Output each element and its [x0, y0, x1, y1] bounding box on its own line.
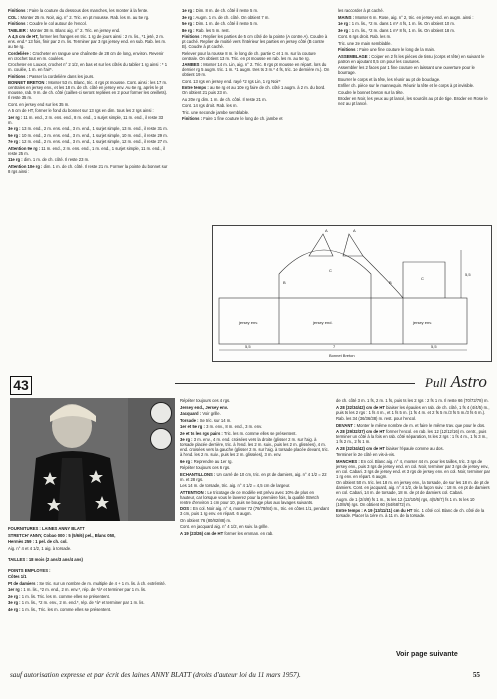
paragraph-text: former l'encol. en rab. les 12 (12/12/16) m. centr., puis terminer un côté à la fois en rab. côté séparation, ts les 2 rgs : 1 fs 4 m., 1 fs 3 m., 1 fs 2 m., 2 fs 1 m. — [336, 429, 488, 444]
paragraph-text: Replier les parties de 5 cm côté de la pointe (A contre A). Coudre à pt caché. Replier de moitié vers l'intérieur les parties en jersey côté (B contre B). Coudre à pt caché. — [182, 34, 328, 49]
paragraph — [338, 90, 490, 95]
paragraph — [338, 47, 490, 52]
paragraph-text: Monter 25 m. Noir, aig. n° 2. Tric. en pt mousse. Rab. les m. au 5e rg. — [20, 14, 150, 20]
label-jersey-mid: jersey end. — [313, 320, 333, 325]
label-b2: B — [389, 280, 392, 285]
paragraph-heading: A 4,5 cm de HT, — [8, 34, 39, 39]
points-title: POINTS EMPLOYES : — [8, 567, 51, 573]
paragraph — [336, 452, 490, 457]
paragraph-heading: 1er et 5e rg : — [180, 424, 205, 429]
paragraph-text: En col. Noir aig. n° 4, monter 72 (76/78/84) m., tric. en côtes 1/1, pendant 3 cm, puis 1 rg env. en répart. 6 augm. — [180, 506, 329, 516]
paragraph — [180, 472, 330, 482]
paragraph — [180, 431, 330, 436]
paragraph-text: dim. 1 m. de ch. côté. Il reste 23 m. — [23, 157, 90, 162]
paragraph-text: 1 m. lis., *2 m. dans 1 m* 8 fs, 1 m. lis. On obtient 18 m. — [351, 27, 456, 33]
paragraph-heading: DEVANT : — [336, 422, 356, 428]
paragraph-text: Cont. 14 rgs droit. Rab. les m. — [182, 103, 238, 108]
paragraph — [8, 115, 168, 125]
paragraph-text: 3 m. env., 8 m. end., 3 m. env. — [206, 424, 263, 429]
paragraph-text: 1 m. lis. Tric. les m. comme elles se présentent. — [21, 593, 110, 599]
paragraph-text: Dim. 8 m. de ch. côté il reste 5 m. — [195, 8, 259, 13]
brand-badge-bottom — [150, 428, 172, 450]
paragraph-heading: ECHANTILLONS : — [180, 471, 216, 477]
paragraph — [180, 411, 330, 416]
paragraph-heading: Entre temps : — [182, 85, 209, 90]
label-jersey-right: jersey env. — [413, 320, 433, 325]
paragraph — [180, 518, 330, 523]
paragraph — [336, 459, 490, 479]
paragraph — [336, 423, 490, 428]
paragraph-heading: Finitions : — [182, 116, 203, 121]
paragraph — [182, 110, 330, 115]
paragraph-text: Coudre le bonnet breton sur la tête. — [338, 89, 404, 95]
paragraph-heading: Côtes 1/1 — [8, 574, 27, 579]
paragraph-text: Monter 38 m. Blanc aig. n° 2. Tric. en jersey end. — [29, 27, 121, 33]
paragraph-heading: 2e et ts les rgs pairs : — [180, 430, 223, 436]
next-page-link[interactable]: Voir page suivante — [396, 651, 458, 658]
paragraph-text: Les 14 m. de torsade, tric. aig. n° 4 1/2 = 4,5 cm de largeur. — [180, 483, 291, 488]
paragraph-text: Reprendre au 1er rg. — [193, 458, 233, 464]
paragraph-text: les raccorder à pt caché. — [338, 8, 384, 13]
paragraph — [180, 465, 330, 470]
paragraph — [338, 21, 490, 26]
paragraph-text: Faire la couture du dessous des manches, les monter à la fente. — [29, 8, 149, 13]
paragraph-text: Se tric. sur un nombre de m. multiple de 4 + 1 m. lis. à ch. extrémité. — [39, 580, 166, 586]
paragraph-text: Coiper en 2 fs les pièces de tissu (corps et tête) en suivant le patron en ajoutant 0,5 cm pour les coutures. — [338, 53, 485, 64]
paragraph-heading: Jacquard : — [180, 411, 202, 416]
supplies-block — [8, 526, 176, 613]
paragraph — [8, 126, 168, 131]
paragraph — [8, 157, 168, 162]
paragraph-text: Crocheter en Louxor, crochet n° 2 1/2, en bas et sur les côtés du tablier 1 rg ainsi : * 1 m. coulée, 1 m. en l'air*. — [8, 62, 168, 72]
paragraph — [182, 51, 330, 61]
label-c2: C — [421, 276, 424, 281]
paragraph — [336, 446, 490, 451]
supplies-yarn-2: Hermès 259 : 1 pel. de ch. col. — [8, 539, 68, 544]
paragraph-text: Répéter toujours ces 6 rgs. — [180, 465, 231, 470]
pattern-number: 43 — [10, 376, 32, 395]
paragraph — [8, 74, 168, 79]
title-rule — [175, 383, 415, 384]
paragraph-text: 11 m. end., 2 m. ens. end., 8 m. end., 1 surjet simple, 11 m. end., il reste 33 m. — [8, 114, 164, 125]
paragraph-heading: 3e rg : — [338, 27, 351, 33]
dim-right: 5,5 — [431, 344, 437, 349]
paragraph-text: former les emman. en rab. — [224, 530, 274, 536]
paragraph-text: Monter le même nombre de m. et faire le même trav. que pour le dos. — [356, 422, 486, 428]
paragraph-text: Coudre le col autour de l'encol. — [29, 21, 87, 26]
paragraph — [8, 8, 168, 13]
paragraph-text: 1 m. lis., Tric. les m. comme elles se présentent. — [21, 606, 112, 612]
paragraph-text: Bourrer le corps et la tête, les réunir au pt de bouclage. — [338, 76, 441, 82]
paragraph — [8, 600, 176, 605]
paragraph-heading: ATTENTION : — [180, 489, 207, 495]
paragraph-text: Enfiler ch. pièce sur le mannequin. Réunir la tête et le corps à pt invisible. — [338, 83, 475, 88]
paragraph — [182, 103, 330, 108]
paragraph — [336, 429, 490, 444]
pattern-schematic — [213, 226, 491, 361]
paragraph — [8, 133, 168, 138]
paragraph-heading: Jersey end., Jersey env. — [180, 404, 228, 410]
supplies-sizes: TAILLES : 18 mois (2 ans/3 ans/4 ans) — [8, 556, 83, 562]
paragraph — [180, 490, 330, 505]
paragraph — [8, 587, 176, 592]
paragraph — [182, 28, 330, 33]
paragraph-text: Rab. les 34 (36/36/38) m. rest. pour l'encol. — [336, 416, 417, 421]
paragraph — [180, 424, 330, 429]
paragraph-text: 10 m. end., 2 m. ens. end., 3 m. end., 1 surjet simple, 10 m. end., il reste 29 m. — [21, 132, 168, 138]
points-list — [8, 574, 176, 612]
paragraph-heading: Finitions : — [8, 8, 29, 13]
paragraph — [338, 28, 490, 33]
paragraph-text: Cont. en jersey end sur les 35 m. — [8, 101, 70, 107]
paragraph-text: Tric. une 2e main semblable. — [338, 40, 392, 46]
label-c: C — [329, 268, 332, 273]
paragraph-heading: A 19 (23/26) cm de HT — [180, 530, 224, 536]
paragraph-text: Faire une fine couture le long de la main. — [359, 47, 436, 52]
paragraph-heading: 3e rg : — [8, 126, 21, 131]
paragraph-heading: 5e rg : — [182, 21, 195, 26]
paragraph — [338, 65, 490, 75]
paragraph-text: former les franges en tric. 1 rg de jours ainsi : 2 m. lis., *1 jeté, 2 m. ens. end.* 13 fois, finir par 2 m. lis. Terminer par 3 rgs jersey end. en sub. Rab. les m. au 5e rg. — [8, 34, 167, 49]
paragraph-heading: BONNET BRETON : — [8, 80, 48, 85]
paragraph — [8, 574, 176, 579]
paragraph-text: Rab. les 5 m. rest. — [195, 27, 230, 33]
paragraph-text: Augm. de 1 (2/4/8) fs 1 m., ts les 12 (12/10/6) rgs, 4(5/5/7) fs 1 m. ts les 10 (10/8/6) rgs. On obtient 60 (64/68/72) m. — [336, 496, 475, 507]
title-name: Astro — [450, 372, 487, 391]
paragraph-text: Crocheter en rangue une chaînette de 28 cm de long, environ. Revenir en crochet tout en m. coulées. — [8, 50, 164, 61]
paragraph-heading: A 28 (32/34/42) cm de HT — [336, 404, 385, 410]
paragraph — [336, 497, 490, 507]
paragraph-text: Le tricotage de ce modèle est prévu avec 10% de plus en hauteur, car lorsque vous le laverez pour la première fois, la qualité Stretch rentre d'environ 1 cm pour 10, puis ne bouge plus aux lavages suivants. — [180, 489, 319, 505]
paragraph-heading: Finitions : — [338, 47, 359, 52]
child-photo — [10, 398, 175, 521]
paragraph — [8, 594, 176, 599]
paragraph — [180, 405, 330, 410]
paragraph — [182, 62, 330, 77]
paragraph-heading: Attention 10e rg : — [8, 163, 43, 169]
dim-mid: 7 — [333, 344, 336, 349]
paragraph — [338, 77, 490, 82]
paragraph-text: biaiser l'épaule comme au dos. — [386, 445, 444, 451]
paragraph-text: biaiser les épaules en rab. de ch. côté, 1 fs 4 (4/4/5) m., puis ts les 2 rgs : 1 fs 4 m., et 1 fs 5 m. (1 fs 4 m. et 2 fs 5 m./3 fs 5 m./3 fs 6 m.). — [336, 404, 490, 415]
paragraph-heading: Finitions : — [8, 21, 29, 26]
diagram-caption: Bonnet Breton — [329, 353, 355, 358]
paragraph-heading: A 28 (32/34/42) cm de HT — [336, 445, 385, 451]
dim-left: 5,5 — [245, 344, 251, 349]
paragraph-text: 1 m. lis., *2 m. end., 2 m. env.*, rép. de *à* et terminer par 1 m. lis. — [23, 587, 147, 592]
paragraph-heading: Torsade : — [180, 417, 199, 423]
supplies-title: FOURNITURES : LAINES ANNY BLATT — [8, 526, 85, 531]
paragraph — [182, 21, 330, 26]
lower-column-2 — [180, 398, 330, 537]
paragraph-heading: MANCHES : — [336, 458, 360, 464]
paragraph-heading: COL : — [8, 14, 20, 20]
paragraph — [180, 531, 330, 536]
paragraph-text: 13 m. end., 2 m. ens. end., 3 m. end., 1 surjet simple, 13 m. end., il reste 31 m. — [21, 126, 168, 131]
paragraph-text: Cont. en jacquard aig. n° 4 1/2, en suiv. la grille. — [180, 524, 269, 529]
paragraph-heading: 3e rg : — [8, 600, 21, 605]
paragraph-text: Monter 14 m. Lin, aig. n° 2. Tric. 8 rgs pt mousse en répart. lors du dernier rg 5 augm. tric. 1 m. *1 augm. tres ts 3 m.* 4 fs, tric. 1e dernière m.). On obtient 19 m. — [182, 62, 330, 77]
paragraph — [338, 8, 490, 13]
paragraph — [8, 164, 168, 174]
label-jersey-left: jersey env. — [239, 320, 259, 325]
paragraph-text: Au 20e rg dim. 1 m. de ch. côté. Il reste 21 m. — [182, 96, 267, 102]
paragraph-text: Répéter toujours ces 4 rgs. — [180, 398, 231, 403]
paragraph-text: Dim. 1 m. de ch. côté il reste 5 m. — [195, 21, 259, 26]
paragraph-text: 12 m. end., 2 m. ens. end., 3 m. end., 1 surjet simple, 12 m. end., il reste 27 m. — [21, 139, 168, 144]
paragraph-text: Assembler les 2 faces par 1 fine couture en laissant une ouverture pour le bourrage. — [338, 65, 475, 75]
paragraph — [8, 28, 168, 33]
paragraph-text: Augm. 1 m. de ch. côté. On obtient 7 m. — [195, 14, 270, 20]
paragraph-text: Un carré de 10 cm, tric. en pt de damiers, aig. n° 4 1/2 = 22 m. et 28 rgs. — [180, 471, 327, 482]
paragraph-text: 3 m. env., 4 m. end. croisées vers la droite (glisser 2 m. sur l'aig. à torsade placée derrière, tric. à l'end. les 2 m. suiv., puis les 2 m. glissées), 4 m. end. croisées vers la gauche (glisser 2 m. sur l'aig. à torsade placée devant, tric. à l'end. les 2 m. suiv., puis les 2 m. glissées), 3 m. env. — [180, 437, 329, 457]
paragraph — [338, 96, 490, 106]
page-title — [425, 372, 487, 392]
supplies-yarn-1: STRETCH' ANNY, Cobao 000 : 5 (5/6/6) pel., Blanc 050, — [8, 532, 116, 538]
supplies-needles: Aig. n° 4 et 4 1/2, 1 aig. à torsade. — [8, 545, 72, 551]
paragraph-heading: ASSEMBLAGE : — [338, 53, 371, 59]
paragraph — [8, 80, 168, 100]
paragraph-heading: 7e rg : — [8, 139, 21, 144]
lower-column-3 — [336, 398, 490, 520]
paragraph — [338, 83, 490, 88]
paragraph-heading: 1e rg : — [182, 8, 195, 13]
paragraph-text: Se tric. sur 14 m. — [199, 417, 232, 423]
paragraph-heading: DOS : — [180, 506, 192, 511]
paragraph-text: Passer la cordelière dans les jours. — [29, 73, 95, 79]
paragraph — [182, 15, 330, 20]
paragraph — [182, 116, 330, 121]
paragraph-text: Tric. les m. comme elles se présentent. — [223, 430, 297, 436]
paragraph — [180, 418, 330, 423]
label-a: A — [325, 228, 328, 233]
paragraph-heading: Finitions : — [182, 34, 203, 39]
paragraph-text: Cont. 13 rgs en jersey end. rayé *2 rgs Lin, 1 rg Noir* — [182, 78, 281, 84]
dim-height: 5,5 — [465, 272, 471, 277]
paragraph-heading: Entre temps : A 19 (13/11/11) cm du HT — [336, 508, 413, 513]
paragraph-heading: 1er rg : — [8, 114, 23, 120]
paragraph — [182, 34, 330, 49]
paragraph-heading: 1e rg : — [338, 21, 351, 26]
label-a2: A — [353, 228, 356, 233]
paragraph — [336, 405, 490, 415]
paragraph — [180, 524, 330, 529]
page-number: 55 — [472, 671, 480, 679]
paragraph-text: Terminer le 2e côté en vis-à-vis. — [336, 452, 396, 457]
paragraph — [8, 51, 168, 61]
paragraph-heading: JAMBES : — [182, 62, 203, 67]
column-3 — [338, 8, 490, 108]
paragraph-text: Cont. 6 rgs droit. Rab. les m. — [338, 34, 392, 39]
paragraph-text: On obtient 50 m. tric. les 18 m. en jersey env., la torsade, de sur les 18 m. de pt de damiers. Cont. en jacquard, aig. n° 4 1/2, de la façon suiv. : 18 m. en pt de damiers en col. Cabari, 14 m. de torsade, 18 m. de pt de damiers col. Cabari. — [336, 480, 490, 495]
paragraph — [8, 34, 168, 49]
paragraph-heading: 6e rg : — [180, 458, 193, 464]
paragraph — [338, 34, 490, 39]
paragraph-text: dim. 1 m. de ch. côté. Il reste 21 m. Former la pointe du bonnet sur 8 rgs ainsi : — [8, 163, 168, 174]
paragraph-heading: 1er rg : — [8, 587, 23, 592]
paragraph-text: de ch. côté 3 m. 1 fs, 2 m. 1 fs, puis ts les 2 rgs : 2 fs 1 m. Il reste 66 (70/72/78) m. — [336, 398, 489, 403]
paragraph-text: Broder en Noir, les yeux au pt lancé, les sourcils au pt de tige. Broder en Rose le nez au pt lancé. — [338, 96, 488, 106]
paragraph — [182, 85, 330, 95]
paragraph-heading: 3e rg : — [182, 14, 195, 20]
paragraph-heading: 5e rg : — [8, 132, 21, 138]
copyright-text: sauf autorisation expresse et par écrit des laines ANNY BLATT (droits d'auteur loi du 11 mars 1957). — [10, 671, 301, 679]
paragraph-text: En col. Blanc aig. n° 4, monter 44 m. pour les tailles, tric. 3 rgs de jersey env., puis 3 rgs de jersey end. en col. Noir, terminer par 3 rgs de jersey env., en col. Cabari. 3 rgs de jersey end. et 3 rgs de jersey env. en col. Noir, terminer par 1 rg env. en répart. 6 augm. — [336, 458, 491, 479]
paragraph-text: Relever pour la rousse 8 m. le long de ch. partie C et 1 m. sur la couture centrale. On obtient 13 m. Tric. en pt mousse en rab. les m. au 5e rg. — [182, 50, 316, 61]
paragraph — [336, 480, 490, 495]
paragraph — [336, 398, 490, 403]
paragraph-heading: TABLIER : — [8, 27, 29, 33]
paragraph — [180, 483, 330, 488]
bonnet-breton-diagram — [212, 225, 492, 362]
paragraph — [8, 62, 168, 72]
paragraph — [180, 437, 330, 457]
paragraph-text: Tric. une seconde jambe semblable. — [182, 109, 250, 115]
paragraph — [336, 416, 490, 421]
paragraph-text: Monter 6 m. Rose, aig. n° 2, tric. en jersey end. en augm. ainsi : — [355, 14, 474, 20]
paragraph-text: On obtient 76 (80/82/88) m. — [180, 517, 232, 523]
paragraph — [182, 79, 330, 84]
paragraph — [8, 139, 168, 144]
label-b: B — [283, 280, 286, 285]
paragraph — [338, 54, 490, 64]
paragraph-heading: 8e rg : — [182, 27, 195, 33]
paragraph-heading: 3e rg : — [180, 437, 193, 442]
paragraph — [336, 508, 490, 518]
paragraph-heading: A 28 (29/32/37) cm de HT — [336, 429, 385, 434]
paragraph-heading: 4e rg : — [8, 606, 21, 612]
paragraph-heading: Finitions : — [8, 73, 29, 79]
paragraph-heading: Cordelière : — [8, 50, 32, 56]
paragraph-text: A 5 cm de HT, former le fond du bonnet sur 13 rgs en dim. tous les 2 rgs ainsi : — [8, 108, 154, 113]
paragraph — [182, 8, 330, 13]
title-bar — [175, 372, 491, 394]
paragraph — [338, 41, 490, 46]
paragraph-text: 1 m. lis., *2 m. env., 2 m. end.*, rép. de *à* et terminer par 1 m. lis. — [21, 600, 145, 605]
column-1 — [8, 8, 168, 175]
paragraph — [180, 398, 330, 403]
paragraph-text: au 6e rg et au 10e rg faire de ch. côté 1 augm. à 2 m. du bord. On obtient 21 puis 23 m. — [182, 85, 326, 95]
paragraph-text: 11 m. end., 2 m. ens. end., 1 m. end., 1 surjet simple, 11 m. end., il reste 25 m. — [8, 145, 165, 156]
paragraph — [338, 15, 490, 20]
paragraph-heading: Pt de damiers : — [8, 580, 39, 586]
paragraph — [180, 506, 330, 516]
paragraph — [8, 108, 168, 113]
title-prefix: Pull — [425, 375, 447, 390]
paragraph-text: 1 m. lis., *2 m. dans 1 m* 4 fs, 1 m. lis. On obtient 10 m. — [351, 21, 456, 26]
paragraph — [8, 146, 168, 156]
paragraph-heading: Attention 9e rg : — [8, 145, 41, 151]
paragraph-text: tric. 1 côté col. Blanc de ch. côté de la torsade. Placer la 1ère m. à 11 m. de la torsade. — [336, 508, 485, 518]
brand-badge-top — [150, 402, 172, 424]
paragraph — [8, 581, 176, 586]
paragraph-heading: MAINS : — [338, 14, 355, 20]
paragraph — [8, 21, 168, 26]
copyright-footer — [10, 671, 490, 679]
paragraph-text: Faire 1 fine couture le long de ch. jambe et — [203, 116, 283, 121]
paragraph-heading: 11e rg : — [8, 157, 23, 162]
column-2 — [182, 8, 330, 123]
paragraph-text: Voir grille. — [202, 411, 221, 416]
paragraph — [182, 97, 330, 102]
paragraph — [180, 459, 330, 464]
paragraph-text: Monter 53 m. Blanc, tric. 4 rgs pt mousse. Cont. ainsi : les 17 m. centrales en jersey env., et les 18 m. de ch. côté en jersey env. Au 6e rg, après le pt mousse, rab. 9 m. de ch. côté (cailles-ci seront repliées en 2 pour former les oreillets). Il reste 35 m. — [8, 80, 168, 100]
paragraph — [8, 15, 168, 20]
paragraph — [8, 102, 168, 107]
paragraph — [8, 607, 176, 612]
paragraph-heading: 2e rg : — [8, 593, 21, 599]
